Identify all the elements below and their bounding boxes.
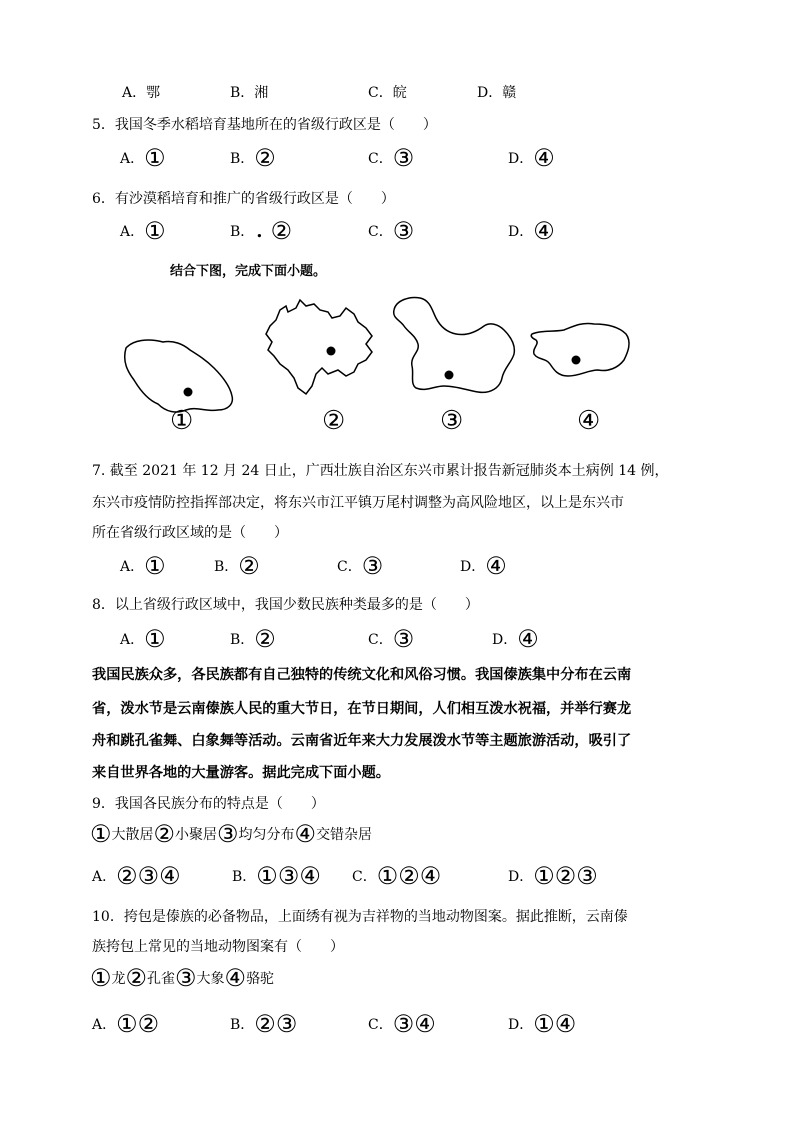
q10-line-2: 族挎包上常见的当地动物图案有（ ）: [92, 939, 344, 955]
map-instruction: 结合下图，完成下面小题。: [170, 264, 327, 279]
province-map-4: [528, 318, 632, 380]
q10-option-d: D．①④: [508, 1010, 577, 1038]
q10-option-c: C．③④: [368, 1010, 436, 1038]
q8-option-d: D．④: [492, 625, 539, 653]
q8-option-a: A．①: [120, 625, 166, 653]
q10-option-a: A．①②: [92, 1010, 160, 1038]
q4-option-d: D．赣: [477, 85, 517, 101]
map-label-3: ③: [440, 406, 464, 436]
passage-line: 我国民族众多，各民族都有自己独特的传统文化和风俗习惯。我国傣族集中分布在云南: [92, 667, 632, 683]
province-map-3: [390, 294, 522, 398]
q5-option-d: D．④: [508, 144, 555, 172]
q8-option-b: B．②: [230, 625, 276, 653]
q6-option-c: C．③: [368, 217, 415, 245]
q4-option-a: A．鄂: [122, 85, 161, 101]
q6-option-a: A．①: [120, 217, 166, 245]
map-label-1: ①: [170, 406, 194, 436]
passage-line: 省，泼水节是云南傣族人民的重大节日，在节日期间，人们相互泼水祝福，并举行赛龙: [92, 701, 632, 717]
q6-option-d: D．④: [508, 217, 555, 245]
q9-option-d: D．①②③: [508, 862, 598, 890]
q8-stem: 8．以上省级行政区域中，我国少数民族种类最多的是（ ）: [92, 597, 479, 613]
q5-option-a: A．①: [120, 144, 166, 172]
q10-line-1: 10．挎包是傣族的必备物品，上面绣有视为吉祥物的当地动物图案。据此推断，云南傣: [92, 909, 628, 925]
map-label-4: ④: [577, 406, 601, 436]
q7-line-2: 东兴市疫情防控指挥部决定，将东兴市江平镇万尾村调整为高风险地区，以上是东兴市: [92, 495, 624, 511]
q7-option-d: D．④: [460, 552, 507, 580]
q4-option-b: B．湘: [230, 85, 269, 101]
q6-stem: 6．有沙漠稻培育和推广的省级行政区是（ ）: [92, 191, 395, 207]
map-label-2: ②: [322, 406, 346, 436]
q7-option-c: C．③: [337, 552, 384, 580]
passage-line: 来自世界各地的大量游客。据此完成下面小题。: [92, 765, 390, 781]
q6-stray-dot: .: [256, 220, 263, 242]
q7-line-1: 7. 截至 2021 年 12 月 24 日止，广西壮族自治区东兴市累计报告新冠肺炎本土病例 14 例，: [92, 463, 669, 479]
q9-option-a: A．②③④: [92, 862, 181, 890]
q9-items: ①大散居②小聚居③均匀分布④交错杂居: [90, 820, 373, 848]
q9-option-c: C．①②④: [352, 862, 442, 890]
q5-stem: 5．我国冬季水稻培育基地所在的省级行政区是（ ）: [92, 117, 437, 133]
q8-option-c: C．③: [368, 625, 415, 653]
q10-option-b: B．②③: [230, 1010, 298, 1038]
passage-line: 舟和跳孔雀舞、白象舞等活动。云南省近年来大力发展泼水节等主题旅游活动，吸引了: [92, 733, 632, 749]
q9-option-b: B．①③④: [232, 862, 321, 890]
q9-stem: 9．我国各民族分布的特点是（ ）: [92, 796, 325, 812]
q5-option-b: B．②: [230, 144, 276, 172]
q7-line-3: 所在省级行政区域的是（ ）: [92, 525, 288, 541]
q7-option-b: B．②: [214, 552, 260, 580]
q10-items: ①龙②孔雀③大象④骆驼: [90, 964, 275, 992]
q4-option-c: C．皖: [368, 85, 407, 101]
q7-option-a: A．①: [120, 552, 166, 580]
province-map-1: [118, 330, 238, 415]
q5-option-c: C．③: [368, 144, 415, 172]
province-map-2: [262, 298, 380, 398]
q6-option-b: B． . ②: [230, 217, 293, 245]
